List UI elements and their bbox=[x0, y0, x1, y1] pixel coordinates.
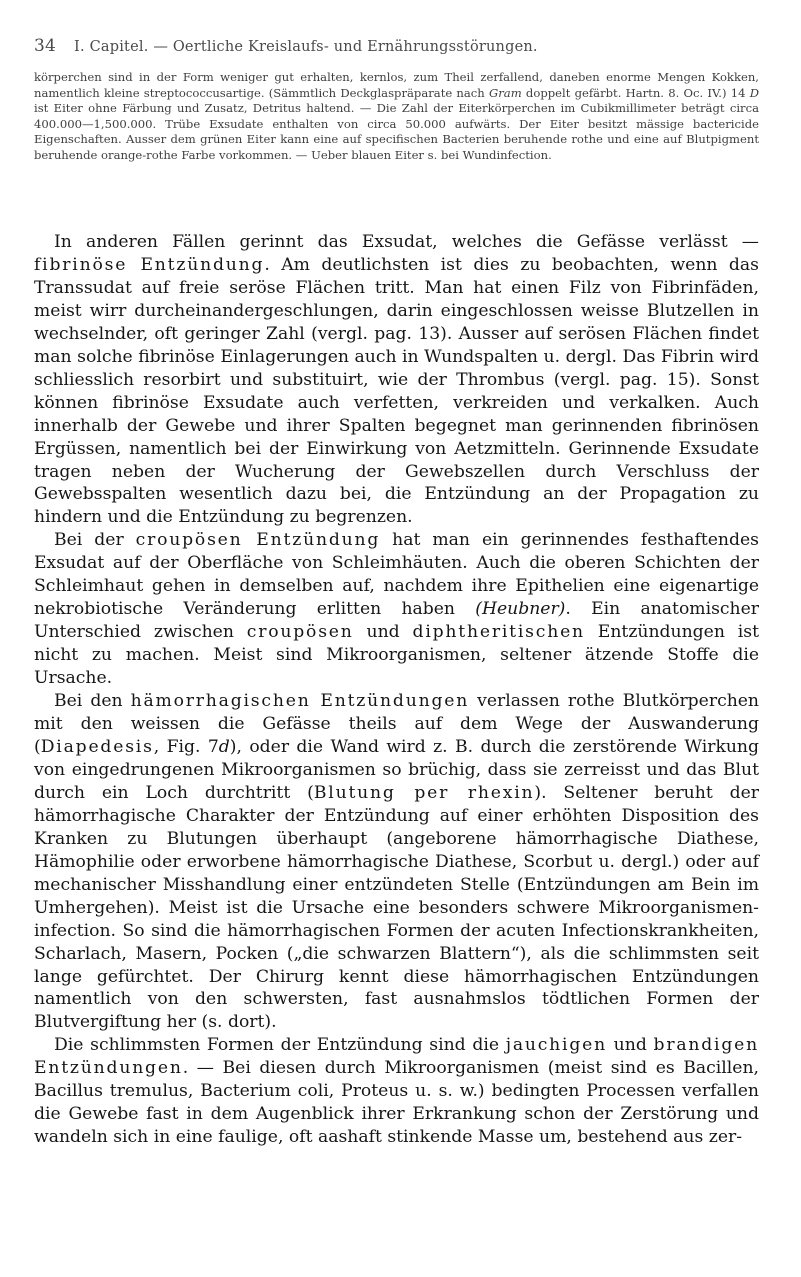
text-run: Entzündungen ist nicht zu machen. Meist sind Mikroorganismen, seltener ätzende Stoffe die Ursache. bbox=[34, 622, 759, 689]
paragraph-haemorrhagic bbox=[34, 690, 759, 1034]
text-run: und bbox=[607, 1035, 654, 1056]
author-name: (Heubner) bbox=[475, 599, 566, 620]
paragraph-croupous bbox=[34, 529, 759, 690]
paragraph-putrid bbox=[34, 1034, 759, 1149]
term-spaced: diphtheritischen bbox=[412, 622, 585, 643]
author-name: Gram bbox=[488, 85, 522, 100]
text-run: , Fig. 7 bbox=[153, 736, 219, 757]
text-run: . Ein anatomischer Unterschied zwischen bbox=[34, 599, 759, 643]
term-spaced: fibrinöse Entzündung bbox=[34, 254, 265, 275]
text-run: . Am deutlichsten ist dies zu beobachten, wenn das Transsudat auf freie seröse Flächen tritt. Man hat einen Filz von Fibrinfäden, meist wirr durcheinandergeschlungen, darin eingeschlossen weisse Blutzellen in wechselnder, oft geringer Zahl (vergl. pag. 13). Ausser auf serösen Flächen findet man solche fibrinöse Einlagerungen auch in Wundspalten u. dergl. Das Fibrin wird schliesslich resorbirt und substituirt, wie der Thrombus (vergl. pag. 15). Sonst können fibrinöse Exsudate auch verfetten, verkreiden und verkalken. Auch innerhalb der Gewebe und ihrer Spalten begegnet man gerinnenden fibrinösen Ergüssen, namentlich bei der Einwirkung von Aetzmitteln. Gerinnende Exsudate tragen neben der Wucherung der Gewebszellen durch Verschluss der Gewebsspalten wesentlich dazu bei, die Entzündung an der Propagation zu hindern und die Entzündung zu begrenzen. bbox=[34, 254, 759, 528]
term-spaced: Blutung per rhexin bbox=[313, 782, 535, 803]
small-print-block bbox=[34, 70, 759, 164]
text-run: doppelt gefärbt. Hartn. 8. Oc. IV.) 14 bbox=[521, 85, 750, 100]
text-run: . — Bei diesen durch Mikroorganismen (meist sind es Bacillen, Bacillus tremulus, Bacterium coli, Proteus u. s. w.) bedingten Processen verfallen die Gewebe fast in dem Augenblick ihrer Erkrankung schon der Zerstörung und wandeln sich in eine faulige, oft aashaft stinkende Masse um, bestehend aus zer- bbox=[34, 1058, 759, 1148]
small-print-paragraph bbox=[34, 70, 759, 164]
text-run: In anderen Fällen gerinnt das Exsudat, welches die Gefässe verlässt — bbox=[54, 232, 759, 252]
text-run: ist Eiter ohne Färbung und Zusatz, Detritus haltend. — Die Zahl der Eiterkörperchen im Cubikmillimeter beträgt circa 400.000—1,500.000. Trübe Exsudate enthalten von circa 50.000 aufwärts. Der Eiter besitzt mässige bactericide Eigenschaften. Ausser dem grünen Eiter kann eine auf specifischen Bacterien beruhende rothe und eine auf Blutpigment beruhende orange-rothe Farbe vorkommen. — Ueber blauen Eiter s. bei Wundinfection. bbox=[34, 101, 759, 162]
figure-ref: D bbox=[749, 85, 759, 100]
text-run: ), oder die Wand wird z. B. durch die zerstörende Wirkung von eingedrungenen Mikroorganismen so brüchig, dass sie zerreisst und das Blut durch ein Loch durchtritt ( bbox=[34, 736, 759, 803]
text-run: Die schlimmsten Formen der Entzündung sind die bbox=[54, 1035, 506, 1056]
running-header bbox=[34, 36, 761, 56]
term-spaced: brandigen Entzündungen bbox=[34, 1035, 759, 1079]
text-run: körperchen sind in der Form weniger gut erhalten, kernlos, zum Theil zerfallend, daneben enorme Mengen Kokken, namentlich kleine streptococcusartige. (Sämmtlich Deckglaspräparate nach bbox=[34, 70, 759, 100]
text-run: hat man ein gerinnendes festhaftendes Exsudat auf der Oberfläche von Schleimhäuten. Auch die oberen Schichten der Schleimhaut gehen in demselben auf, nachdem ihre Epithelien eine eigenartige nekrobiotische Veränderung erlitten haben bbox=[34, 530, 759, 620]
paragraph-fibrinous bbox=[34, 231, 759, 529]
term-spaced: croupösen Entzündung bbox=[135, 530, 381, 551]
page-number: 34 bbox=[34, 36, 57, 56]
term-spaced: Diapedesis bbox=[40, 736, 154, 757]
text-run: Bei der bbox=[54, 530, 136, 551]
term-spaced: croupösen bbox=[246, 622, 354, 643]
term-spaced: hämorrhagischen Entzündungen bbox=[130, 691, 470, 712]
running-title: I. Capitel. — Oertliche Kreislaufs- und Ernährungsstörungen. bbox=[74, 39, 538, 55]
main-text bbox=[34, 231, 759, 1149]
term-spaced: jauchigen bbox=[505, 1035, 607, 1056]
figure-ref: d bbox=[218, 736, 230, 757]
text-run: ). Seltener beruht der hämorrhagische Charakter der Entzündung auf einer erhöhten Disposition des Kranken zu Blutungen überhaupt (angeborene hämorrhagische Diathese, Hämophilie oder erworbene hämorrhagische Diathese, Scorbut u. dergl.) oder auf mechanischer Misshandlung einer entzündeten Stelle (Entzündungen am Bein im Umhergehen). Meist ist die Ursache eine besonders schwere Mikroorganismen-infection. So sind die hämorrhagischen Formen der acuten Infectionskrankheiten, Scharlach, Masern, Pocken („die schwarzen Blattern“), als die schlimmsten seit lange gefürchtet. Der Chirurg kennt diese hämorrhagischen Entzündungen namentlich von den schwersten, fast ausnahmslos tödtlichen Formen der Blutvergiftung her (s. dort). bbox=[34, 782, 759, 1033]
text-run: verlassen rothe Blutkörperchen mit den weissen die Gefässe theils auf dem Wege der Auswanderung ( bbox=[34, 691, 759, 757]
text-run: Bei den bbox=[54, 691, 131, 712]
text-run: und bbox=[353, 622, 413, 643]
